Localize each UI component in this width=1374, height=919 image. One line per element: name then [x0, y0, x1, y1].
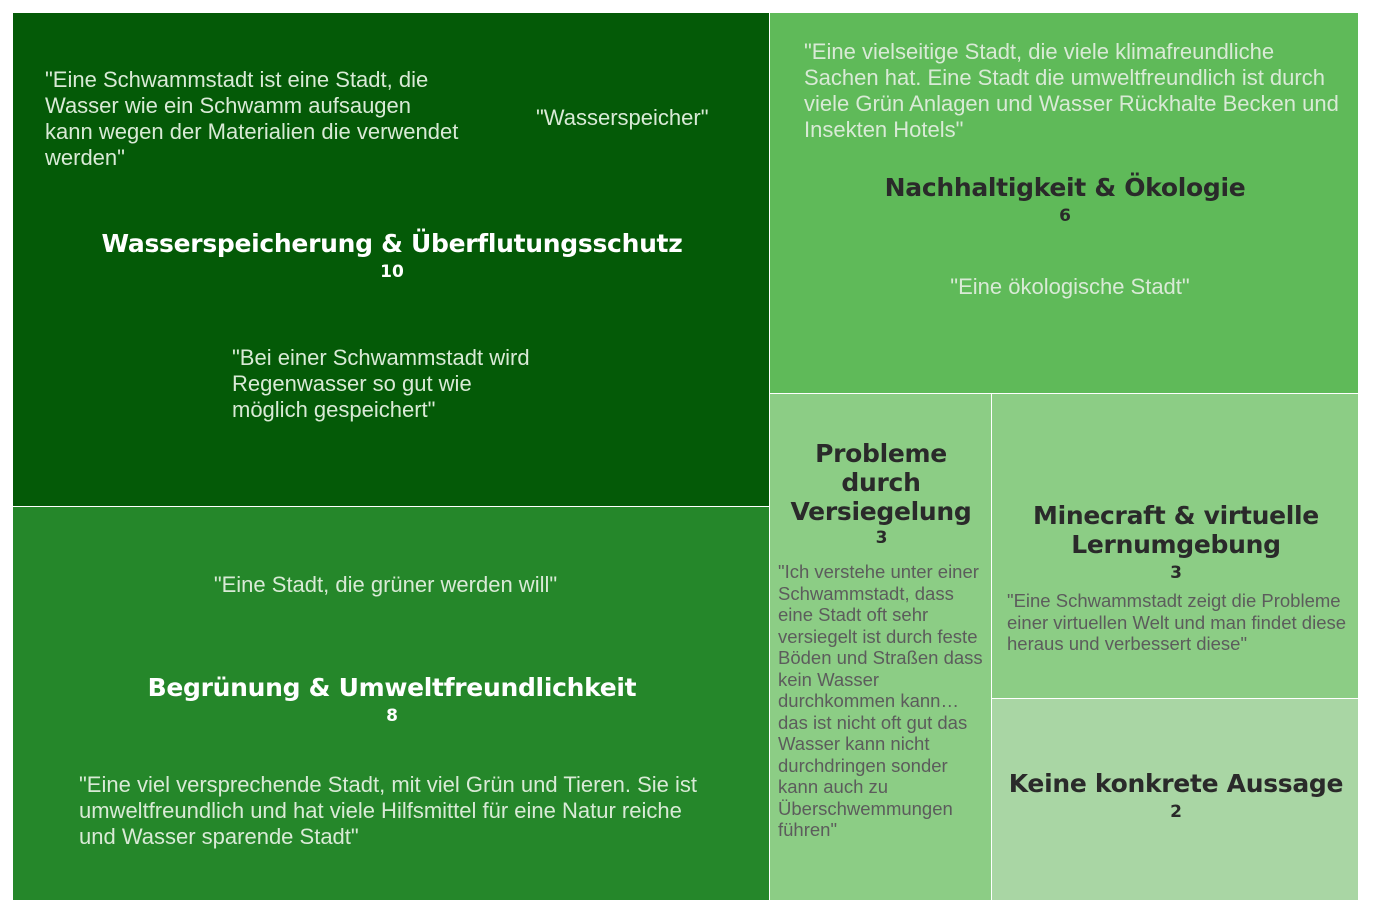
tile-begruenung: [12, 506, 770, 901]
category-label: Keine konkrete Aussage: [1008, 769, 1344, 798]
category-label: Begrünung & Umweltfreundlichkeit: [147, 673, 637, 702]
tile-wasserspeicherung: [12, 12, 770, 507]
category-label: Wasserspeicherung & Überflutungsschutz: [101, 229, 683, 258]
count-label: 2: [1170, 802, 1182, 822]
count-label: 10: [380, 262, 404, 282]
quote: "Eine viel versprechende Stadt, mit viel Grün und Tieren. Sie ist umweltfreundlich und hat viele Hilfsmittel für eine Natur reiche und Wasser sparende Stadt": [79, 772, 697, 849]
quote: "Eine Stadt, die grüner werden will": [213, 572, 558, 597]
category-label: Probleme durch Versiegelung: [790, 439, 972, 526]
quote: "Eine Schwammstadt zeigt die Probleme einer virtuellen Welt und man findet diese heraus und verbessert diese": [1007, 590, 1347, 654]
tile-nachhaltigkeit: [769, 12, 1359, 394]
count-label: 3: [1170, 563, 1182, 583]
tile-minecraft: [991, 393, 1359, 699]
quote: "Eine Schwammstadt ist eine Stadt, die Wasser wie ein Schwamm aufsaugen kann wegen der Materialien die verwendet werden": [45, 67, 459, 170]
tile-versiegelung: [769, 393, 992, 901]
category-label: Minecraft & virtuelle Lernumgebung: [1033, 501, 1319, 559]
count-label: 8: [386, 706, 398, 726]
count-label: 6: [1059, 206, 1071, 226]
quote: "Eine ökologische Stadt": [950, 274, 1190, 299]
quote: "Ich verstehe unter einer Schwammstadt, dass eine Stadt oft sehr versiegelt ist durch feste Böden und Straßen dass kein Wasser durchkommen kann…das ist nicht oft gut das Wasser kann nicht durchdringen sonder kann auch zu Überschwemmungen führen": [778, 561, 983, 840]
quote: "Bei einer Schwammstadt wird Regenwasser so gut wie möglich gespeichert": [232, 345, 530, 422]
tile-keine-aussage: [991, 698, 1359, 901]
quote: "Wasserspeicher": [536, 105, 709, 130]
quote: "Eine vielseitige Stadt, die viele klimafreundliche Sachen hat. Eine Stadt die umweltfreundlich ist durch viele Grün Anlagen und Wasser Rückhalte Becken und Insekten Hotels": [804, 39, 1339, 142]
count-label: 3: [875, 528, 888, 548]
category-label: Nachhaltigkeit & Ökologie: [884, 173, 1246, 202]
